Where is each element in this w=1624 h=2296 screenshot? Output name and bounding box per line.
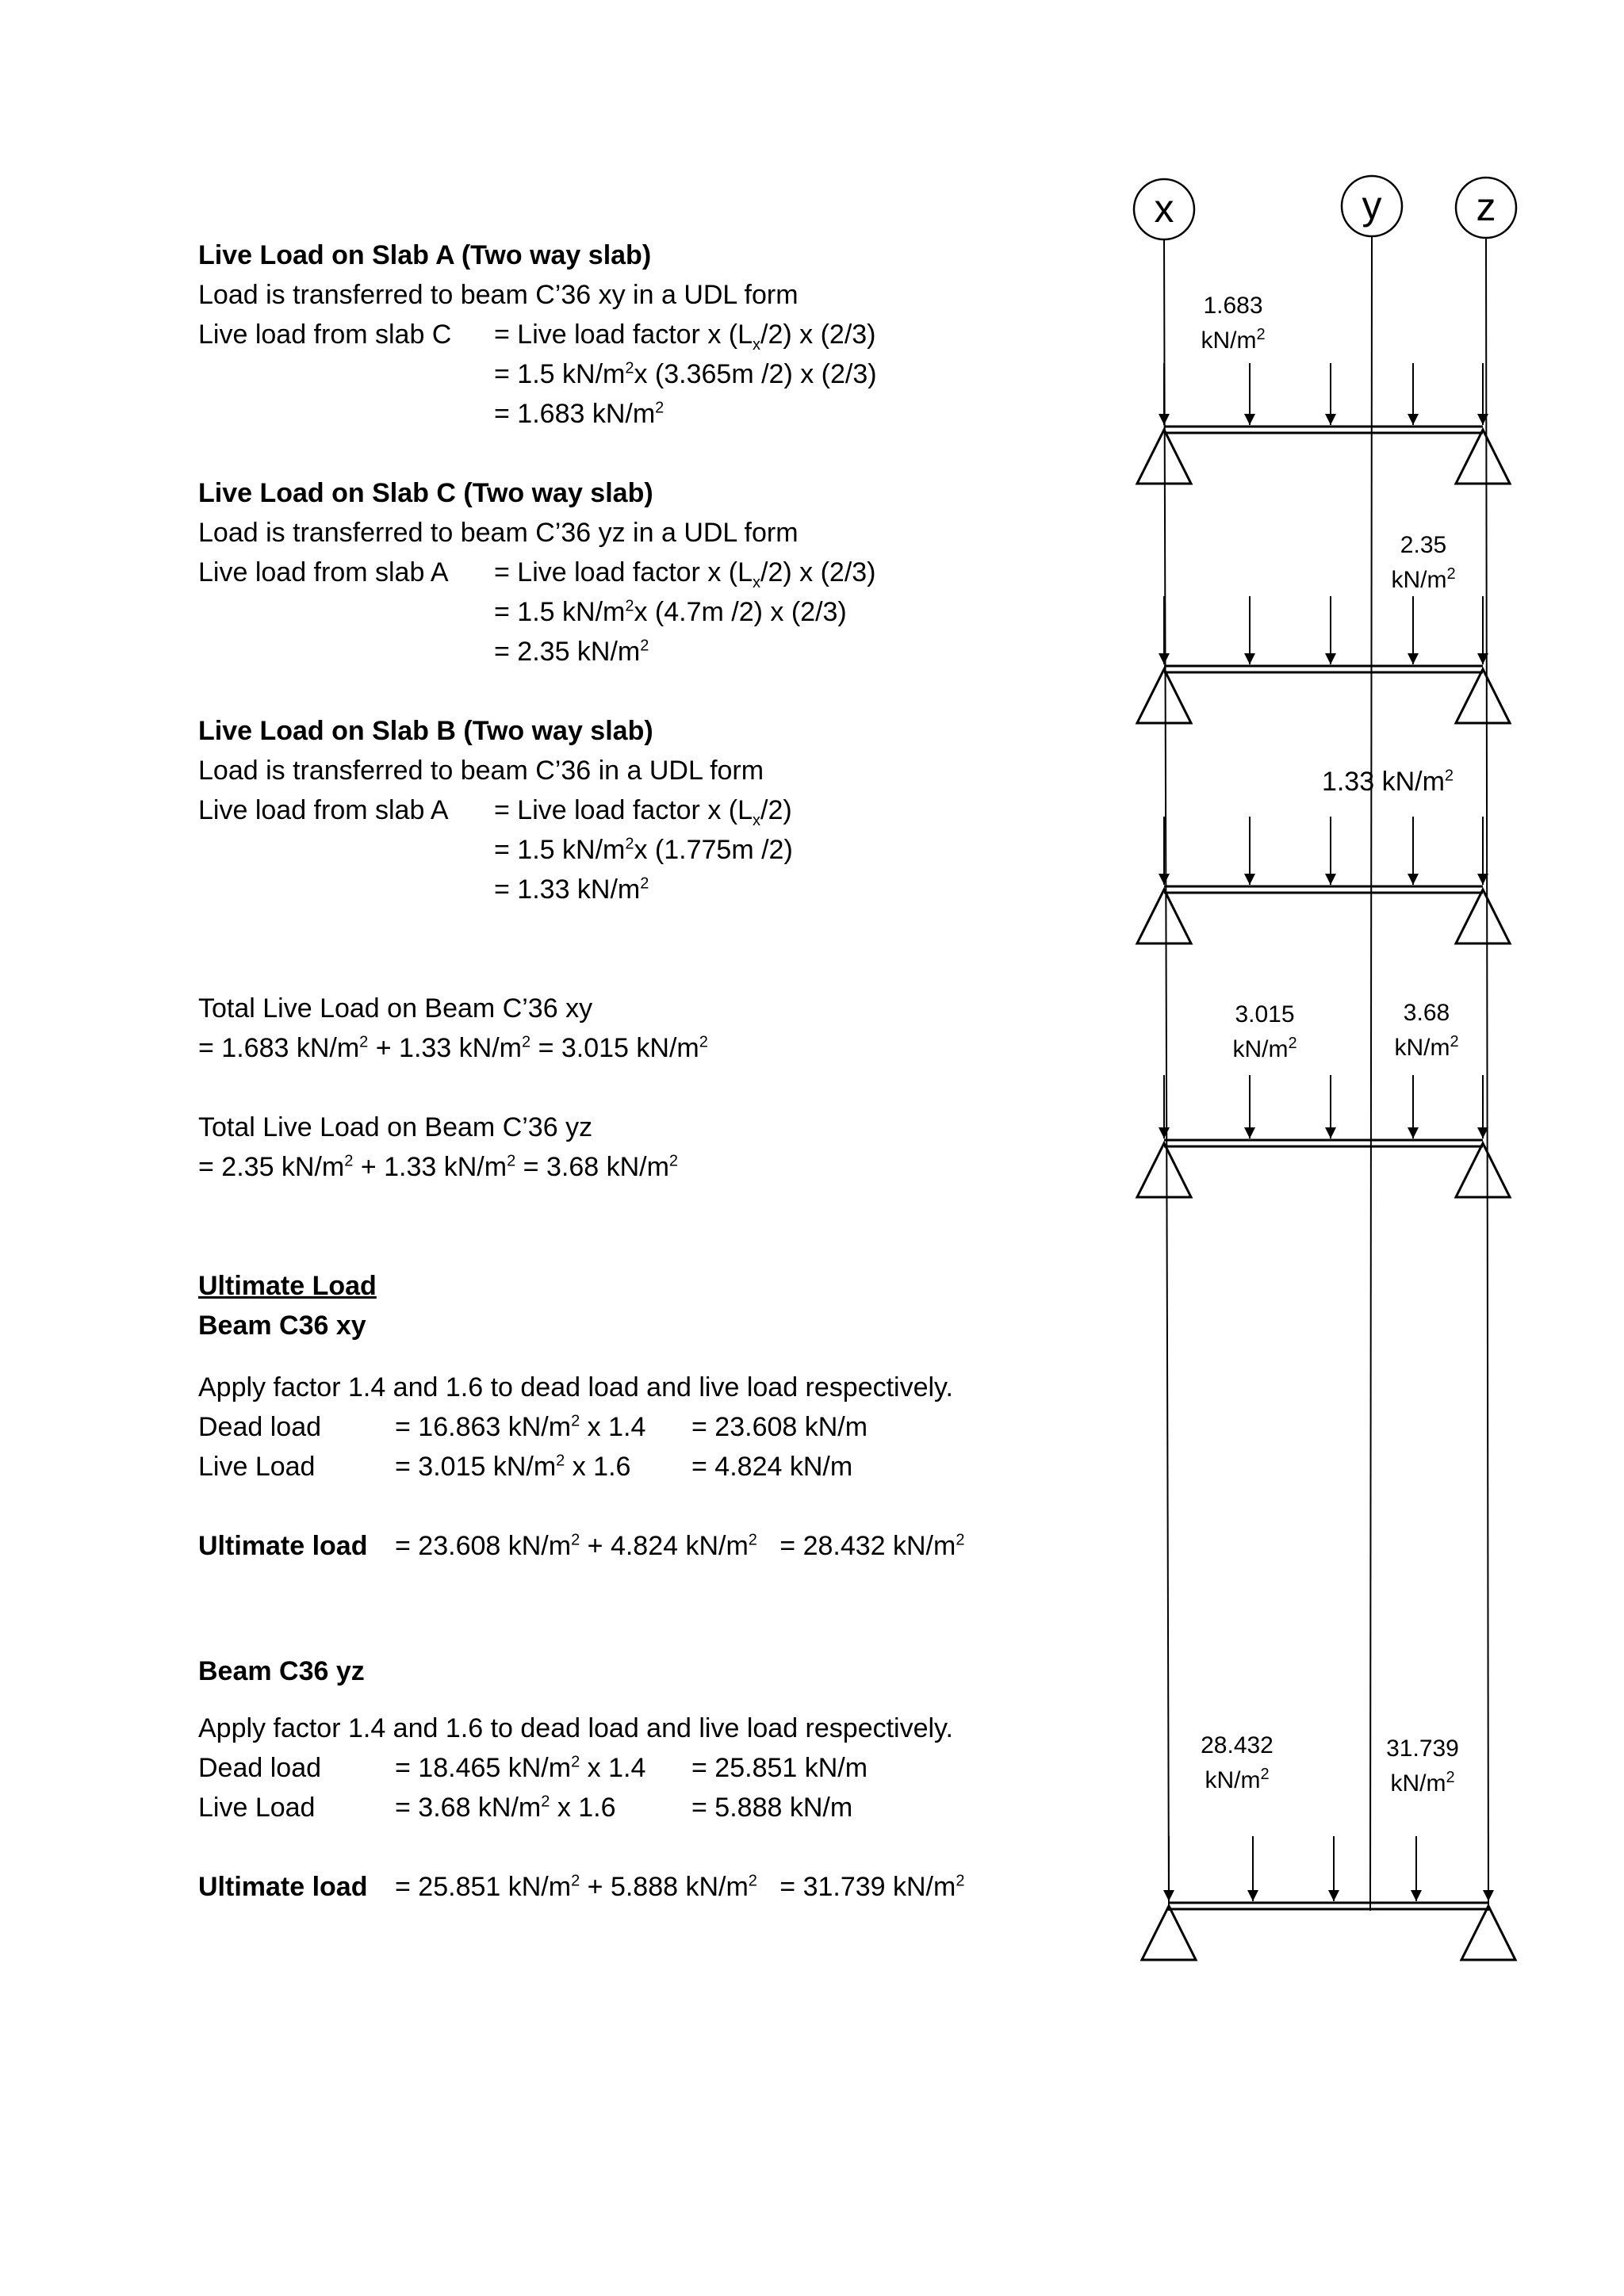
- beam-xy-live-equation: = 3.015 $kN/m^2$ x 1.6: [395, 1452, 631, 1482]
- beam-yz-dead-equation: = 18.465 $kN/m^2$ x 1.4: [395, 1753, 646, 1783]
- grid-line-y: [1370, 236, 1372, 1911]
- slab-c-label: Live load from slab A: [198, 557, 449, 587]
- load-label-beam-5-yz: 31.739 $kN/m^2$: [1386, 1735, 1459, 1797]
- beam-3-support-left: [1137, 890, 1191, 943]
- load-label-beam-5-xy: 28.432 $kN/m^2$: [1201, 1732, 1274, 1793]
- beam-3-support-right: [1456, 890, 1510, 943]
- beam-xy-heading: Beam C36 xy: [198, 1311, 366, 1341]
- slab-a-equation-3: = 1.683 $kN/m^2$: [494, 399, 665, 429]
- beam-2: [1137, 596, 1510, 723]
- beam-1-support-right: [1456, 430, 1510, 484]
- load-label-beam-3: 1.33 $kN/m^2$: [1321, 767, 1454, 797]
- grid-label-x: x: [1154, 186, 1174, 231]
- slab-b-heading: Live Load on Slab B (Two way slab): [198, 716, 653, 746]
- total-xy-heading: Total Live Load on Beam C’36 xy: [198, 993, 593, 1024]
- beam-4-support-right: [1456, 1143, 1510, 1197]
- slab-b-transfer-text: Load is transferred to beam C’36 in a UDL form: [198, 756, 764, 786]
- beam-xy-live-label: Live Load: [198, 1452, 316, 1482]
- grid-label-y: y: [1362, 183, 1382, 228]
- slab-c-equation-2: = 1.5 $kN/m^2x$ (4.7m /2) x (2/3): [494, 597, 847, 627]
- beam-yz-live-result: = 5.888 kN/m: [691, 1793, 853, 1823]
- grid-line-z: [1486, 238, 1488, 1911]
- beam-yz-live-label: Live Load: [198, 1793, 316, 1823]
- beam-5: [1142, 1836, 1515, 1960]
- slab-b-label: Live load from slab A: [198, 795, 449, 825]
- slab-c-equation-3: = 2.35 $kN/m^2$: [494, 637, 649, 667]
- beam-yz-dead-result: = 25.851 kN/m: [691, 1753, 868, 1783]
- slab-a-equation-2: = 1.5 $kN/m^2x$ (3.365m /2) x (2/3): [494, 359, 877, 389]
- slab-a-label: Live load from slab C: [198, 320, 452, 350]
- beam-xy-ultimate-label: Ultimate load: [198, 1531, 368, 1561]
- slab-c-equation-1: = Live load factor x $(L_x/2)$ x (2/3): [494, 557, 876, 591]
- load-label-beam-2: 2.35 $kN/m^2$: [1391, 532, 1456, 593]
- slab-a-heading: Live Load on Slab A (Two way slab): [198, 240, 652, 270]
- beam-1: [1137, 363, 1510, 484]
- beam-yz-ultimate-equation: = 25.851 $kN/m^2 + 5.888$ $kN/m^2$ = 31.739 $kN/m^2$: [395, 1872, 965, 1902]
- slab-c-transfer-text: Load is transferred to beam C’36 yz in a UDL form: [198, 518, 799, 548]
- load-label-beam-4-yz: 3.68 $kN/m^2$: [1394, 1000, 1459, 1061]
- beam-xy-intro: Apply factor 1.4 and 1.6 to dead load and live load respectively.: [198, 1372, 953, 1402]
- beam-xy-dead-equation: = 16.863 $kN/m^2$ x 1.4: [395, 1412, 646, 1442]
- beam-2-support-left: [1137, 669, 1191, 723]
- beam-5-support-left: [1142, 1906, 1196, 1960]
- total-yz-heading: Total Live Load on Beam C’36 yz: [198, 1112, 593, 1142]
- slab-a-equation-1: = Live load factor x $(L_x/2)$ x (2/3): [494, 320, 876, 354]
- beam-3: [1137, 817, 1510, 943]
- beam-xy-live-result: = 4.824 kN/m: [691, 1452, 853, 1482]
- load-label-beam-1: 1.683 $kN/m^2$: [1201, 293, 1266, 354]
- beam-yz-intro: Apply factor 1.4 and 1.6 to dead load and live load respectively.: [198, 1713, 953, 1743]
- beam-xy-dead-result: = 23.608 kN/m: [691, 1412, 868, 1442]
- ultimate-load-heading: Ultimate Load: [198, 1271, 377, 1301]
- beam-4: [1137, 1075, 1510, 1197]
- beam-yz-heading: Beam C36 yz: [198, 1656, 365, 1686]
- beam-4-support-left: [1137, 1143, 1191, 1197]
- total-xy-equation: = 1.683 $kN/m^2 + 1.33$ $kN/m^2 = 3.015$ $kN/m^2$: [198, 1033, 708, 1063]
- beam-xy-dead-label: Dead load: [198, 1412, 322, 1442]
- slab-b-equation-1: = Live load factor x $(L_x/2)$: [494, 795, 792, 829]
- beam-5-support-right: [1461, 1906, 1515, 1960]
- beam-yz-ultimate-label: Ultimate load: [198, 1872, 368, 1902]
- beam-yz-live-equation: = 3.68 $kN/m^2$ x 1.6: [395, 1793, 616, 1823]
- beam-yz-dead-label: Dead load: [198, 1753, 322, 1783]
- total-yz-equation: = 2.35 $kN/m^2 + 1.33$ $kN/m^2 = 3.68$ $kN/m^2$: [198, 1152, 679, 1182]
- load-label-beam-4-xy: 3.015 $kN/m^2$: [1232, 1001, 1297, 1062]
- slab-b-equation-3: = 1.33 $kN/m^2$: [494, 874, 649, 905]
- grid-label-z: z: [1476, 185, 1496, 229]
- slab-c-heading: Live Load on Slab C (Two way slab): [198, 478, 653, 508]
- slab-b-equation-2: = 1.5 $kN/m^2x$ (1.775m /2): [494, 835, 793, 865]
- beam-2-support-right: [1456, 669, 1510, 723]
- slab-a-transfer-text: Load is transferred to beam C’36 xy in a UDL form: [198, 280, 799, 310]
- beam-xy-ultimate-equation: = 23.608 $kN/m^2 + 4.824$ $kN/m^2$ = 28.432 $kN/m^2$: [395, 1531, 965, 1561]
